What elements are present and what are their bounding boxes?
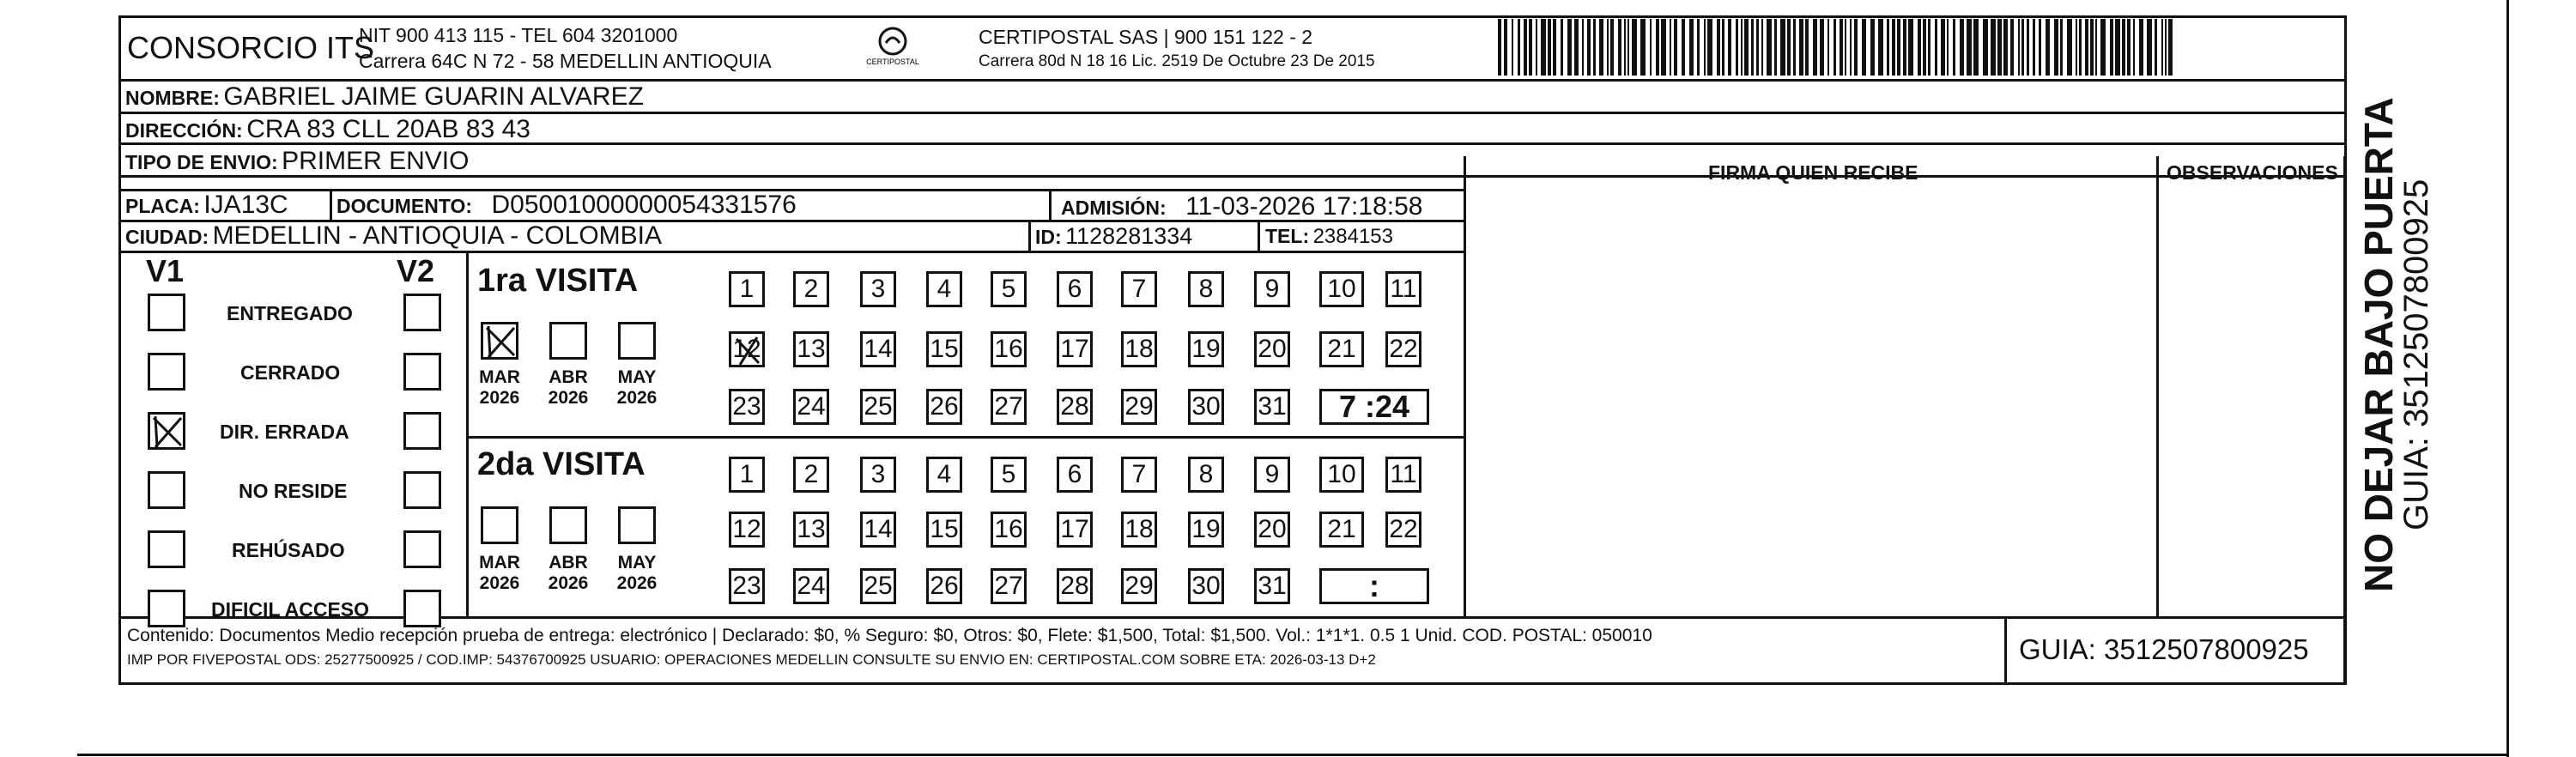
month-checkbox[interactable] [618,322,656,360]
month-label [478,553,521,594]
month-checkbox[interactable] [549,506,587,544]
barcode-bar [2021,19,2024,76]
time-box[interactable]: : [1319,568,1429,604]
v1-checkbox[interactable] [148,294,185,331]
ciudad-row [125,223,662,249]
logo-text: CERTIPOSTAL [866,58,919,66]
nombre-value: GABRIEL JAIME GUARIN ALVAREZ [223,82,644,111]
day-box[interactable]: 11 [1385,457,1421,493]
day-box[interactable]: 31 [1254,568,1290,604]
barcode-bar [2010,19,2014,76]
barcode-bar [1548,19,1551,76]
barcode-bar [2027,19,2029,76]
barcode-bar [2039,19,2041,76]
id-label: ID: [1035,226,1062,248]
placa-row [125,192,288,218]
day-box[interactable]: 18 [1121,331,1157,367]
barcode-bar [1707,19,1712,76]
barcode-bar [1717,19,1720,76]
barcode-bar [1761,19,1763,76]
day-box[interactable]: 30 [1188,568,1224,604]
barcode-bar [2060,19,2063,76]
day-box[interactable]: 26 [926,568,962,604]
visit1-title: 1ra VISITA [477,263,639,299]
documento-label: DOCUMENTO: [336,195,473,217]
footer-guia: GUIA: 3512507800925 [2019,633,2309,665]
barcode-bar [2033,19,2035,76]
day-box[interactable]: 21 [1319,512,1364,548]
day-box[interactable]: 16 [991,331,1027,367]
day-box[interactable]: 11 [1385,271,1421,307]
barcode-bar [1935,19,1937,76]
barcode-bar [1640,19,1646,76]
barcode-bar [1854,19,1858,76]
v2-checkbox[interactable] [403,294,441,331]
documento-value: D05001000000054331576 [491,191,797,219]
day-box[interactable]: 27 [991,389,1027,425]
barcode-bar [2076,19,2077,76]
barcode-bar [2127,19,2131,76]
barcode-bar [2122,19,2125,76]
barcode-bar [2054,19,2058,76]
barcode-bar [1983,19,1988,76]
month-checkbox[interactable] [481,506,518,544]
barcode-bar [1518,19,1520,76]
barcode-bar [1704,19,1706,76]
barcode-bar [1689,19,1694,76]
barcode-bar [1850,19,1852,76]
day-box[interactable]: 25 [860,389,896,425]
day-box[interactable]: 15 [926,331,962,367]
id-value: 1128281334 [1065,223,1193,249]
tipo-label: TIPO DE ENVIO: [125,151,278,173]
barcode-bar [1780,19,1785,76]
day-box[interactable]: 13 [793,331,829,367]
rule [1464,156,1466,616]
tel-label: TEL: [1265,225,1310,247]
v2-checkbox[interactable] [403,353,441,391]
barcode-bar [1897,19,1900,76]
day-box[interactable]: 12 [729,512,765,548]
day-box[interactable]: 29 [1121,568,1157,604]
barcode-bar [2133,19,2135,76]
status-option-label: DIFICIL ACCESO [211,598,370,621]
barcode-bar [2115,19,2120,76]
barcode-bar [1892,19,1895,76]
month-year: 2026 [548,388,589,408]
day-box[interactable]: 13 [793,512,829,548]
barcode-bar [1947,19,1949,76]
day-box[interactable]: 6 [1057,457,1093,493]
barcode-bar [2155,19,2157,76]
barcode-bar [1878,19,1883,76]
barcode-bar [1813,19,1817,76]
day-box[interactable]: 3 [860,457,896,493]
status-option-label: DIR. ERRADA [220,421,349,443]
barcode-bar [1793,19,1796,76]
side-guia: GUIA: 3512507800925 [2397,179,2435,530]
barcode-bar [1953,19,1955,76]
barcode-bar [1574,19,1579,76]
barcode-bar [1529,19,1532,76]
tel-value: 2384153 [1312,225,1393,248]
barcode-bar [1722,19,1724,76]
day-box[interactable]: 25 [860,568,896,604]
day-box[interactable]: 10 [1319,271,1364,307]
day-box[interactable]: 23 [729,389,765,425]
barcode-bar [1593,19,1596,76]
tipo-row [125,148,469,174]
company-nit: NIT 900 413 115 - TEL 604 3201000 [359,24,678,46]
barcode-bar [1504,19,1507,76]
rule [466,436,1466,439]
barcode-bar [1736,19,1738,76]
edge-line [2506,0,2509,757]
day-box[interactable]: 4 [926,271,962,307]
month-checkbox[interactable] [549,322,587,360]
barcode-bar [1923,19,1926,76]
day-box[interactable]: 8 [1188,271,1224,307]
month-name: MAY [617,367,657,387]
barcode-bar [1799,19,1803,76]
direccion-value: CRA 83 CLL 20AB 83 43 [246,115,530,143]
v1-checkbox[interactable] [148,471,185,509]
ciudad-label: CIUDAD: [125,226,209,248]
day-box[interactable]: 19 [1188,331,1224,367]
day-box[interactable]: 24 [793,568,829,604]
v1-checkbox[interactable] [148,353,185,391]
month-name: MAR [479,367,520,387]
nombre-row [125,84,644,110]
barcode-bar [1553,19,1556,76]
observaciones-header: OBSERVACIONES [2167,161,2338,184]
day-mark-icon [731,334,766,368]
rule [118,112,2347,114]
direccion-label: DIRECCIÓN: [125,119,243,142]
barcode-bar [1697,19,1700,76]
barcode-bar [1903,19,1906,76]
day-box[interactable]: 8 [1188,457,1224,493]
barcode-bar [1967,19,1972,76]
barcode-bar [2161,19,2163,76]
placa-value: IJA13C [203,191,288,219]
rule [2343,156,2346,616]
v1-checkbox[interactable] [148,412,185,450]
barcode-bar [1756,19,1759,76]
documento-row [336,192,797,218]
day-box[interactable]: 19 [1188,512,1224,548]
barcode-bar [2046,19,2050,76]
time-box[interactable]: 7 :24 [1319,389,1429,425]
barcode-bar [1661,19,1666,76]
month-label [615,553,658,594]
day-box[interactable]: 5 [991,457,1027,493]
v2-checkbox[interactable] [403,471,441,509]
id-row [1035,225,1192,248]
barcode-bar [1599,19,1603,76]
barcode-bar [1744,19,1749,76]
day-box[interactable]: 18 [1121,512,1157,548]
day-box[interactable]: 1 [729,271,765,307]
barcode-bar [1991,19,1996,76]
day-box[interactable]: 22 [1385,331,1421,367]
month-label [547,553,590,594]
month-name: MAR [479,553,520,572]
barcode-bar [1618,19,1621,76]
footer-line1: Contenido: Documentos Medio recepción prueba de entrega: electrónico | Declarado: $0, % Seguro: $0, Otros: $0, Flete: $1,500, Total: $1,500. Vol.: 1*1*1. 0.5 1 Unid. COD. POSTAL: 050010 [127,626,1652,645]
rule [1258,220,1260,251]
barcode-bar [1582,19,1584,76]
admision-row [1061,194,1422,220]
status-option-label: NO RESIDE [239,480,348,502]
month-checkbox[interactable] [618,506,656,544]
direccion-row [125,117,530,142]
day-box[interactable]: 24 [793,389,829,425]
barcode-bar [2110,19,2113,76]
barcode-bar [1928,19,1930,76]
month-label [478,367,521,409]
barcode-bar [1624,19,1626,76]
barcode-bar [2003,19,2008,76]
barcode-bar [2147,19,2152,76]
barcode-bar [2085,19,2088,76]
day-box[interactable]: 30 [1188,389,1224,425]
rule [118,616,2347,619]
barcode-bar [1997,19,2002,76]
barcode-bar [1908,19,1913,76]
barcode-bar [2090,19,2094,76]
barcode-bar [1650,19,1652,76]
v2-checkbox[interactable] [403,590,441,627]
edge-line [77,754,2506,756]
barcode-bar [1524,19,1527,76]
day-box[interactable]: 7 [1121,457,1157,493]
barcode-bar [1674,19,1677,76]
barcode-bar [2079,19,2082,76]
nombre-label: NOMBRE: [125,87,220,109]
barcode-bar [1567,19,1572,76]
day-box[interactable]: 10 [1319,457,1364,493]
day-box[interactable]: 20 [1254,512,1290,548]
day-box[interactable]: 23 [729,568,765,604]
rule [118,175,2347,178]
barcode-bar [1627,19,1629,76]
courier-address: Carrera 80d N 18 16 Lic. 2519 De Octubre 23 De 2015 [979,52,1375,70]
barcode-bar [1820,19,1824,76]
barcode-bar [1774,19,1777,76]
barcode-bar [1834,19,1836,76]
v2-checkbox[interactable] [403,412,441,450]
month-year: 2026 [616,573,658,593]
day-box[interactable]: 26 [926,389,962,425]
barcode-bar [1751,19,1754,76]
placa-label: PLACA: [125,195,200,217]
barcode-bar [2139,19,2143,76]
barcode-bar [1512,19,1513,76]
day-box[interactable]: 3 [860,271,896,307]
month-name: ABR [549,553,588,572]
barcode-bar [1787,19,1791,76]
status-option-label: CERRADO [240,361,341,384]
barcode-bar [1728,19,1731,76]
footer-line2: IMP POR FIVEPOSTAL ODS: 25277500925 / COD.IMP: 54376700925 USUARIO: OPERACIONES MEDELLIN CONSULTE SU ENVIO EN: CERTIPOSTAL.COM SOBRE ETA: 2026-03-13 D+2 [127,651,1376,668]
rule [1028,220,1031,251]
barcode-bar [2067,19,2072,76]
barcode-bar [2165,19,2167,76]
tel-row [1265,227,1393,247]
barcode-bar [1767,19,1772,76]
status-option-label: REHÚSADO [232,539,345,561]
day-box[interactable]: 1 [729,457,765,493]
day-box[interactable]: 20 [1254,331,1290,367]
certipostal-logo [858,24,927,69]
month-name: MAY [617,553,657,572]
barcode-bar [1827,19,1829,76]
admision-label: ADMISIÓN: [1061,197,1167,219]
day-box[interactable]: 22 [1385,512,1421,548]
barcode-bar [1561,19,1563,76]
month-name: ABR [549,367,588,387]
barcode-bar [2095,19,2097,76]
day-box[interactable]: 29 [1121,389,1157,425]
ciudad-value: MEDELLIN - ANTIOQUIA - COLOMBIA [212,221,662,250]
barcode-bar [1887,19,1889,76]
day-box[interactable]: 7 [1121,271,1157,307]
day-box[interactable]: 28 [1057,568,1093,604]
barcode-bar [1960,19,1964,76]
day-box[interactable]: 9 [1254,457,1290,493]
day-box[interactable]: 14 [860,512,896,548]
v1-header: V1 [146,253,185,288]
company-name: CONSORCIO ITS [127,30,375,65]
courier-name: CERTIPOSTAL SAS | 900 151 122 - 2 [979,26,1313,48]
day-box[interactable]: 31 [1254,389,1290,425]
barcode-bar [1610,19,1614,76]
day-box[interactable]: 9 [1254,271,1290,307]
day-box[interactable]: 28 [1057,389,1093,425]
v1-checkbox[interactable] [148,590,185,627]
rule [2156,156,2159,616]
month-year: 2026 [479,388,520,408]
day-box[interactable]: 15 [926,512,962,548]
barcode-bar [1632,19,1637,76]
barcode-bar [1918,19,1921,76]
day-box[interactable]: 16 [991,512,1027,548]
barcode-bar [1541,19,1546,76]
firma-header: FIRMA QUIEN RECIBE [1708,161,1918,184]
month-label [547,367,590,409]
barcode-bar [2018,19,2020,76]
day-box[interactable]: 17 [1057,512,1093,548]
month-label [615,367,658,409]
v2-checkbox[interactable] [403,530,441,568]
barcode-bar [1862,19,1866,76]
month-checkbox[interactable] [481,322,518,360]
barcode-bar [1941,19,1945,76]
company-address: Carrera 64C N 72 - 58 MEDELLIN ANTIOQUIA [359,50,772,72]
v1-checkbox[interactable] [148,530,185,568]
day-box[interactable]: 12 [729,331,765,367]
barcode-bar [1845,19,1846,76]
barcode-bar [1656,19,1659,76]
day-box[interactable]: 27 [991,568,1027,604]
barcode-bar [1670,19,1671,76]
barcode-bar [2100,19,2106,76]
barcode-bar [1973,19,1979,76]
status-option-label: ENTREGADO [227,302,353,324]
rule [330,189,332,220]
barcode-bar [1587,19,1591,76]
rule [466,251,469,616]
rule [2004,616,2007,685]
tipo-value: PRIMER ENVIO [282,147,470,175]
month-year: 2026 [548,573,589,593]
rule [1049,189,1052,220]
barcode-bar [2168,19,2173,76]
month-year: 2026 [616,388,658,408]
barcode-bar [1805,19,1809,76]
day-box[interactable]: 2 [793,457,829,493]
v2-header: V2 [397,253,435,288]
day-box[interactable]: 4 [926,457,962,493]
no-dejar-bajo-puerta: NO DEJAR BAJO PUERTA [2356,97,2401,592]
barcode-bar [1607,19,1609,76]
day-box[interactable]: 14 [860,331,896,367]
day-box[interactable]: 5 [991,271,1027,307]
day-box[interactable]: 2 [793,271,829,307]
barcode [1498,19,2185,77]
barcode-bar [1536,19,1537,76]
rule [118,79,2347,82]
barcode-bar [1682,19,1685,76]
admision-value: 11-03-2026 17:18:58 [1185,192,1423,221]
barcode-bar [1498,19,1501,76]
day-box[interactable]: 6 [1057,271,1093,307]
barcode-bar [1870,19,1875,76]
barcode-bar [1741,19,1743,76]
month-year: 2026 [479,573,520,593]
rule [118,251,1466,253]
visit2-title: 2da VISITA [477,446,646,482]
barcode-bar [1840,19,1843,76]
rule [2343,616,2346,685]
day-box[interactable]: 21 [1319,331,1364,367]
day-box[interactable]: 17 [1057,331,1093,367]
